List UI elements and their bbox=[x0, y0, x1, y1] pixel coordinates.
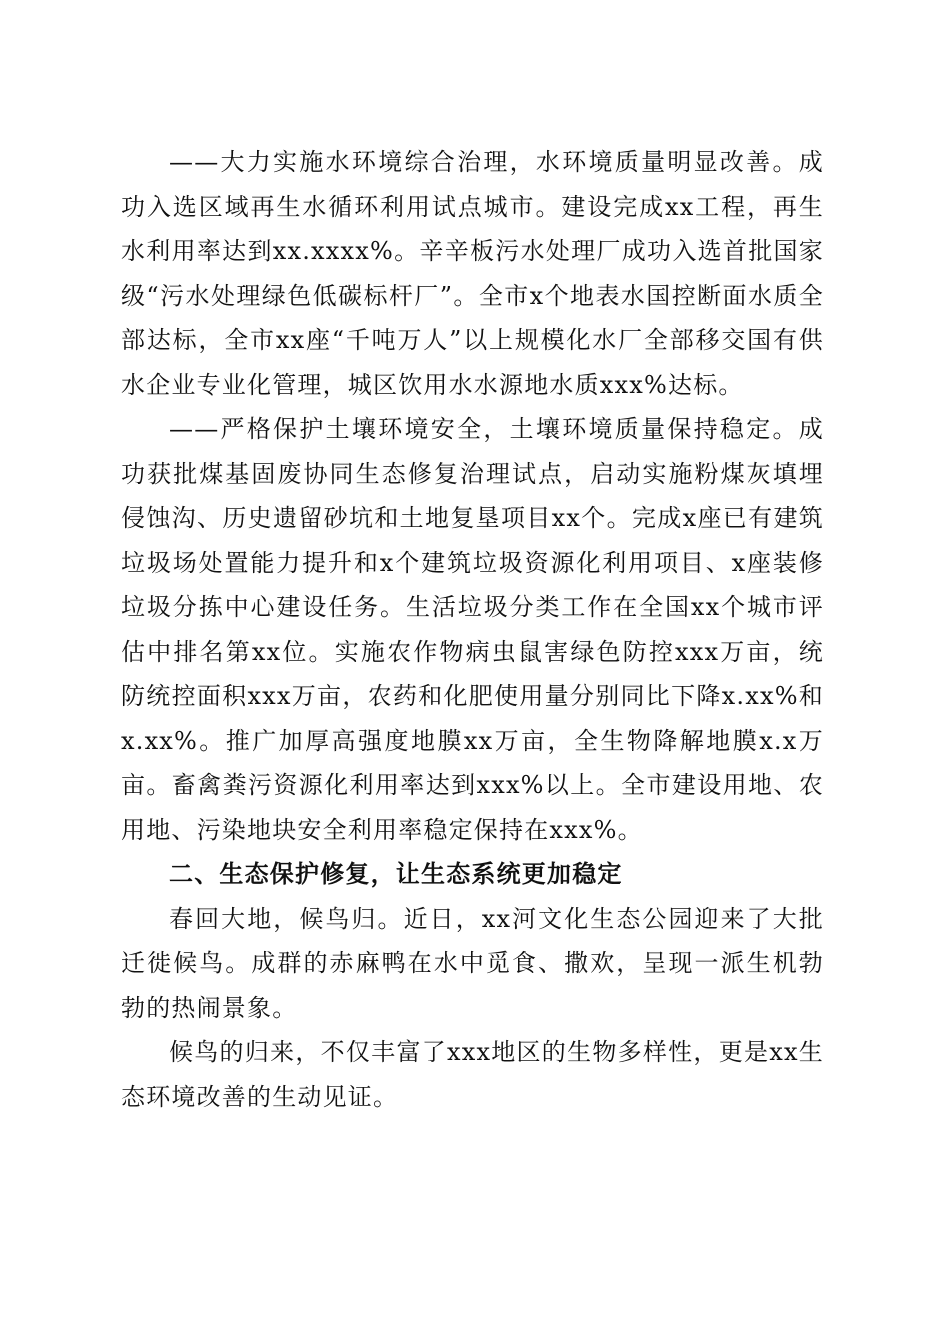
paragraph-biodiversity: 候鸟的归来，不仅丰富了xxx地区的生物多样性，更是xx生态环境改善的生动见证。 bbox=[121, 1038, 824, 1111]
paragraph-migratory-birds: 春回大地，候鸟归。近日，xx河文化生态公园迎来了大批迁徙候鸟。成群的赤麻鸭在水中觅食、撒欢，呈现一派生机勃勃的热闹景象。 bbox=[121, 904, 824, 1022]
paragraph-soil-environment: ——严格保护土壤环境安全，土壤环境质量保持稳定。成功获批煤基固废协同生态修复治理试点，启动实施粉煤灰填埋侵蚀沟、历史遗留砂坑和土地复垦项目xx个。完成x座已有建筑垃圾场处置能力提升和x个建筑垃圾资源化利用项目、x座装修垃圾分拣中心建设任务。生活垃圾分类工作在全国xx个城市评估中排名第xx位。实施农作物病虫鼠害绿色防控xxx万亩，统防统控面积xxx万亩，农药和化肥使用量分别同比下降x.xx%和x.xx%。推广加厚高强度地膜xx万亩，全生物降解地膜x.x万亩。畜禽粪污资源化利用率达到xxx%以上。全市建设用地、农用地、污染地块安全利用率稳定保持在xxx%。 bbox=[121, 415, 824, 844]
document-body bbox=[121, 140, 824, 1119]
paragraph-water-environment: ——大力实施水环境综合治理，水环境质量明显改善。成功入选区域再生水循环利用试点城市。建设完成xx工程，再生水利用率达到xx.xxxx%。辛辛板污水处理厂成功入选首批国家级“污水处理绿色低碳标杆厂”。全市x个地表水国控断面水质全部达标，全市xx座“千吨万人”以上规模化水厂全部移交国有供水企业专业化管理，城区饮用水水源地水质xxx%达标。 bbox=[121, 148, 824, 399]
section-heading: 二、生态保护修复，让生态系统更加稳定 bbox=[169, 860, 623, 888]
